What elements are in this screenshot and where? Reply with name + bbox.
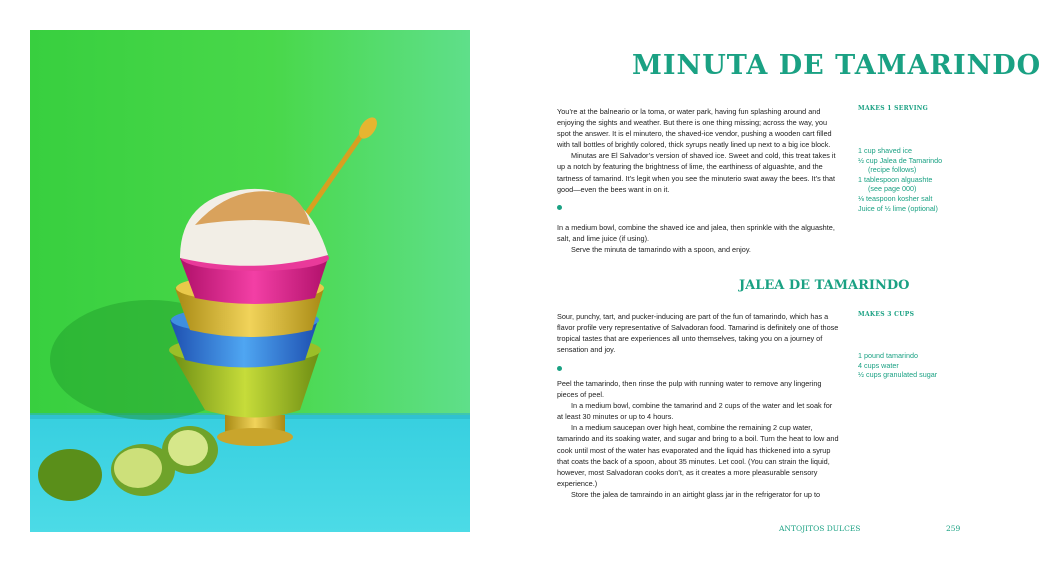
recipe-steps	[557, 222, 840, 255]
ingredient-item: ⅛ teaspoon kosher salt	[858, 193, 933, 203]
intro-paragraph: Sour, punchy, tart, and pucker-inducing are part of the fun of tamarindo, which has a flavor profile very representative of Salvadoran food. Tamarind is definitely one of those tropical tastes that are experiences all unto themselves, taking you on a journey of sensation and joy.	[557, 312, 839, 355]
ingredient-item: 4 cups water	[858, 360, 899, 370]
recipe-title: MINUTA DE TAMARINDO	[632, 50, 1041, 81]
ingredient-item: ½ cup Jalea de Tamarindo	[858, 155, 943, 165]
step-paragraph: Peel the tamarindo, then rinse the pulp with running water to remove any lingering pieces of peel.	[557, 379, 822, 400]
step-paragraph: In a medium bowl, combine the shaved ice and jalea, then sprinkle with the alguashte, salt, and lime juice (if using).	[557, 223, 835, 244]
subrecipe-steps	[557, 378, 840, 500]
ingredient-item: (recipe follows)	[868, 165, 917, 175]
intro-paragraph: You’re at the balneario or la toma, or water park, having fun splashing around and enjoying the sights and weather. But there is one thing missing; across the way, you spot the answer. It is el minutero, the shaved-ice vendor, pushing a wooden cart filled with tall bottles of brightly colored, thick syrups neatly lined up next to a big ice block.	[557, 107, 832, 150]
ingredient-item: ½ cups granulated sugar	[858, 370, 938, 380]
step-paragraph: In a medium bowl, combine the tamarind and 2 cups of the water and let soak for at least 30 minutes or up to 4 hours.	[557, 401, 833, 422]
step-paragraph: Store the jalea de tamraindo in an airtight glass jar in the refrigerator for up to	[571, 489, 821, 499]
subrecipe-intro	[557, 311, 840, 355]
footer-section-name: ANTOJITOS DULCES	[779, 524, 861, 533]
recipe-page	[557, 0, 1041, 562]
subrecipe-yield: MAKES 3 CUPS	[858, 311, 915, 318]
page-number: 259	[946, 524, 961, 533]
ingredient-item: 1 cup shaved ice	[858, 146, 912, 155]
bullet-dot-icon	[557, 205, 562, 210]
bullet-dot-icon	[557, 366, 562, 371]
ingredient-item: 1 pound tamarindo	[858, 351, 918, 360]
recipe-yield: MAKES 1 SERVING	[858, 105, 929, 112]
intro-paragraph: Minutas are El Salvador’s version of shaved ice. Sweet and cold, this treat takes it up a notch by featuring the brightness of lime, the earthiness of alguashte, and the tartness of tamarind. It’s legit when you see the minuterio swat away the bees. It’s that good—even the bees want in on it.	[557, 151, 836, 194]
step-paragraph: Serve the minuta de tamarindo with a spoon, and enjoy.	[571, 245, 751, 255]
step-paragraph: In a medium saucepan over high heat, combine the remaining 2 cup water, tamarindo and its soaking water, and sugar and bring to a boil. Turn the heat to low and cook until most of the water has evaporated and the liquid has thickened into a syrup that coats the back of a spoon, about 35 minutes. Let cool. (You can strain the liquid, however, most Salvadoran cooks don’t, as it creates a more pleasurable sensory experience.)	[557, 423, 839, 488]
ingredient-item: (see page 000)	[868, 184, 917, 194]
shaved-ice-photo-illustration	[30, 30, 470, 532]
ingredient-item: Juice of ½ lime (optional)	[858, 203, 938, 213]
subrecipe-ingredients	[858, 351, 973, 380]
ingredient-item: 1 tablespoon alguashte	[858, 174, 933, 184]
recipe-photo	[30, 30, 470, 532]
subrecipe-title: JALEA DE TAMARINDO	[739, 278, 910, 293]
recipe-ingredients	[858, 146, 973, 213]
recipe-intro	[557, 106, 840, 195]
